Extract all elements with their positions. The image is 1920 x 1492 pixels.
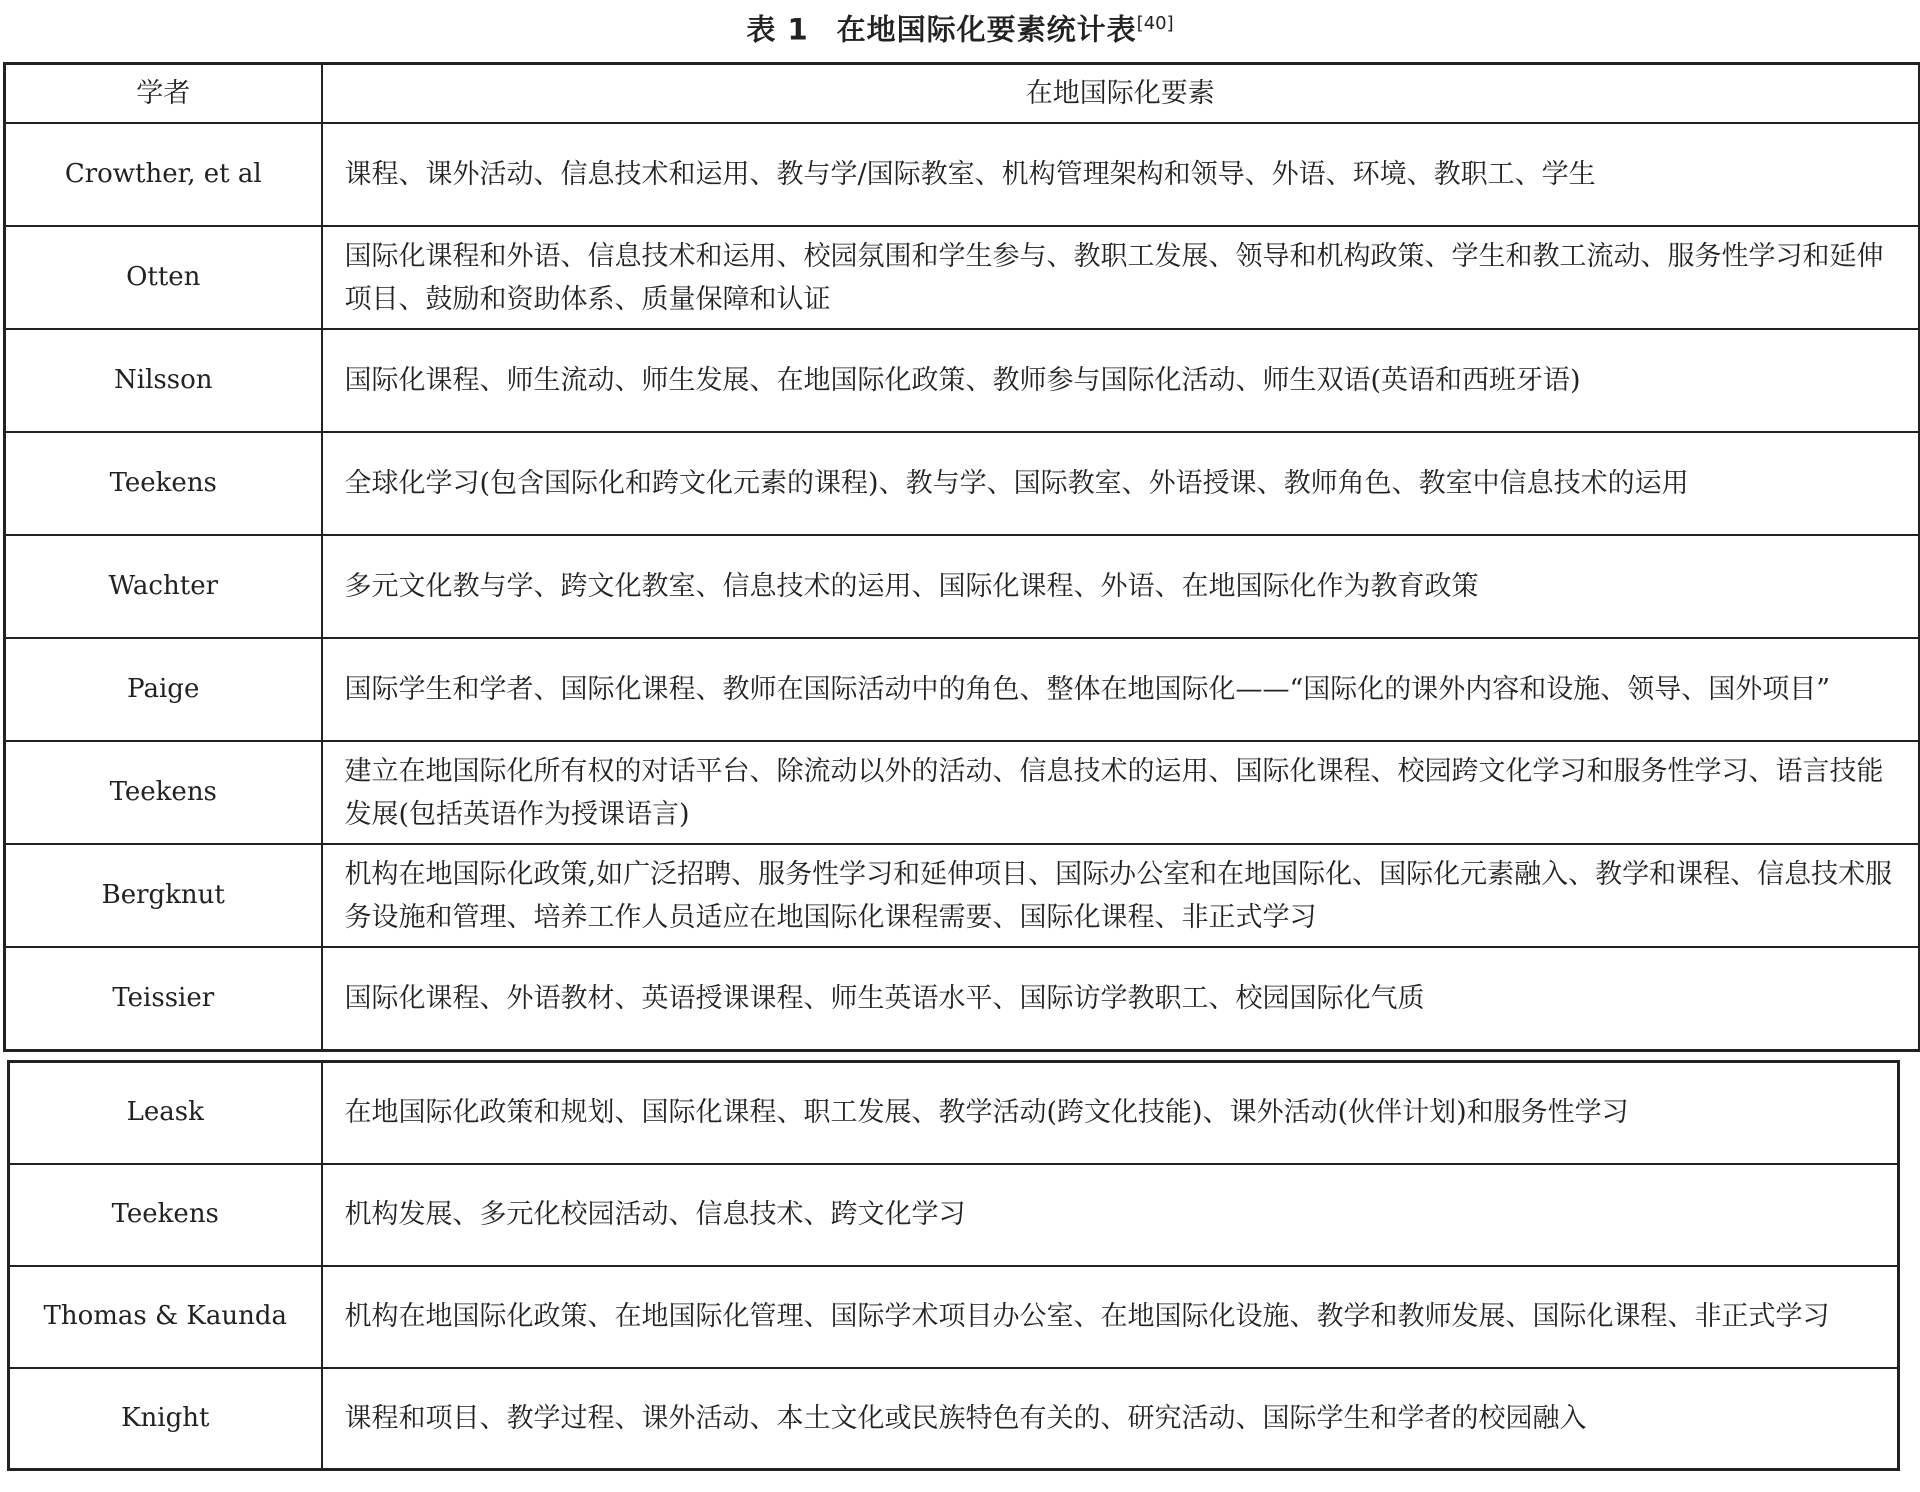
elements-cell: 机构发展、多元化校园活动、信息技术、跨文化学习	[322, 1164, 1899, 1266]
table-row	[5, 226, 1920, 329]
table-row	[5, 947, 1920, 1050]
elements-cell: 国际化课程、外语教材、英语授课课程、师生英语水平、国际访学教职工、校园国际化气质	[322, 947, 1920, 1050]
caption-title: 在地国际化要素统计表	[836, 12, 1137, 47]
scholar-cell: Teissier	[5, 947, 322, 1050]
elements-cell: 多元文化教与学、跨文化教室、信息技术的运用、国际化课程、外语、在地国际化作为教育政策	[322, 535, 1920, 638]
scholar-cell: Otten	[5, 226, 322, 329]
elements-table-part-2	[7, 1060, 1900, 1471]
scholar-cell: Bergknut	[5, 844, 322, 947]
table-body-part-1	[5, 123, 1920, 1050]
header-scholar: 学者	[5, 64, 322, 124]
table-row	[5, 535, 1920, 638]
elements-cell: 国际学生和学者、国际化课程、教师在国际活动中的角色、整体在地国际化——“国际化的课外内容和设施、领导、国外项目”	[322, 638, 1920, 741]
table-row	[5, 329, 1920, 432]
scholar-cell: Knight	[9, 1368, 322, 1470]
scholar-cell: Crowther, et al	[5, 123, 322, 226]
scholar-cell: Thomas & Kaunda	[9, 1266, 322, 1368]
table-row	[5, 638, 1920, 741]
scholar-cell: Nilsson	[5, 329, 322, 432]
table-row	[5, 432, 1920, 535]
table-body-part-2	[9, 1062, 1899, 1470]
table-row	[5, 741, 1920, 844]
table-row	[9, 1062, 1899, 1164]
scholar-cell: Teekens	[9, 1164, 322, 1266]
scholar-cell: Paige	[5, 638, 322, 741]
elements-cell: 课程、课外活动、信息技术和运用、教与学/国际教室、机构管理架构和领导、外语、环境、教职工、学生	[322, 123, 1920, 226]
scholar-cell: Teekens	[5, 432, 322, 535]
elements-cell: 国际化课程和外语、信息技术和运用、校园氛围和学生参与、教职工发展、领导和机构政策、学生和教工流动、服务性学习和延伸项目、鼓励和资助体系、质量保障和认证	[322, 226, 1920, 329]
scholar-cell: Wachter	[5, 535, 322, 638]
elements-cell: 建立在地国际化所有权的对话平台、除流动以外的活动、信息技术的运用、国际化课程、校园跨文化学习和服务性学习、语言技能发展(包括英语作为授课语言)	[322, 741, 1920, 844]
scholar-cell: Teekens	[5, 741, 322, 844]
elements-cell: 国际化课程、师生流动、师生发展、在地国际化政策、教师参与国际化活动、师生双语(英语和西班牙语)	[322, 329, 1920, 432]
elements-cell: 机构在地国际化政策、在地国际化管理、国际学术项目办公室、在地国际化设施、教学和教师发展、国际化课程、非正式学习	[322, 1266, 1899, 1368]
table-row	[9, 1164, 1899, 1266]
caption-label: 表 1	[746, 12, 809, 47]
table-row	[5, 844, 1920, 947]
scholar-cell: Leask	[9, 1062, 322, 1164]
elements-cell: 全球化学习(包含国际化和跨文化元素的课程)、教与学、国际教室、外语授课、教师角色、教室中信息技术的运用	[322, 432, 1920, 535]
table-row	[9, 1266, 1899, 1368]
caption-citation: [40]	[1136, 13, 1174, 34]
table-caption	[0, 4, 1920, 50]
table-row	[5, 123, 1920, 226]
table-row	[9, 1368, 1899, 1470]
elements-table-part-1	[3, 62, 1920, 1052]
table-header-row	[5, 64, 1920, 124]
elements-cell: 机构在地国际化政策,如广泛招聘、服务性学习和延伸项目、国际办公室和在地国际化、国际化元素融入、教学和课程、信息技术服务设施和管理、培养工作人员适应在地国际化课程需要、国际化课程、非正式学习	[322, 844, 1920, 947]
header-elements: 在地国际化要素	[322, 64, 1920, 124]
elements-cell: 课程和项目、教学过程、课外活动、本土文化或民族特色有关的、研究活动、国际学生和学者的校园融入	[322, 1368, 1899, 1470]
elements-cell: 在地国际化政策和规划、国际化课程、职工发展、教学活动(跨文化技能)、课外活动(伙伴计划)和服务性学习	[322, 1062, 1899, 1164]
